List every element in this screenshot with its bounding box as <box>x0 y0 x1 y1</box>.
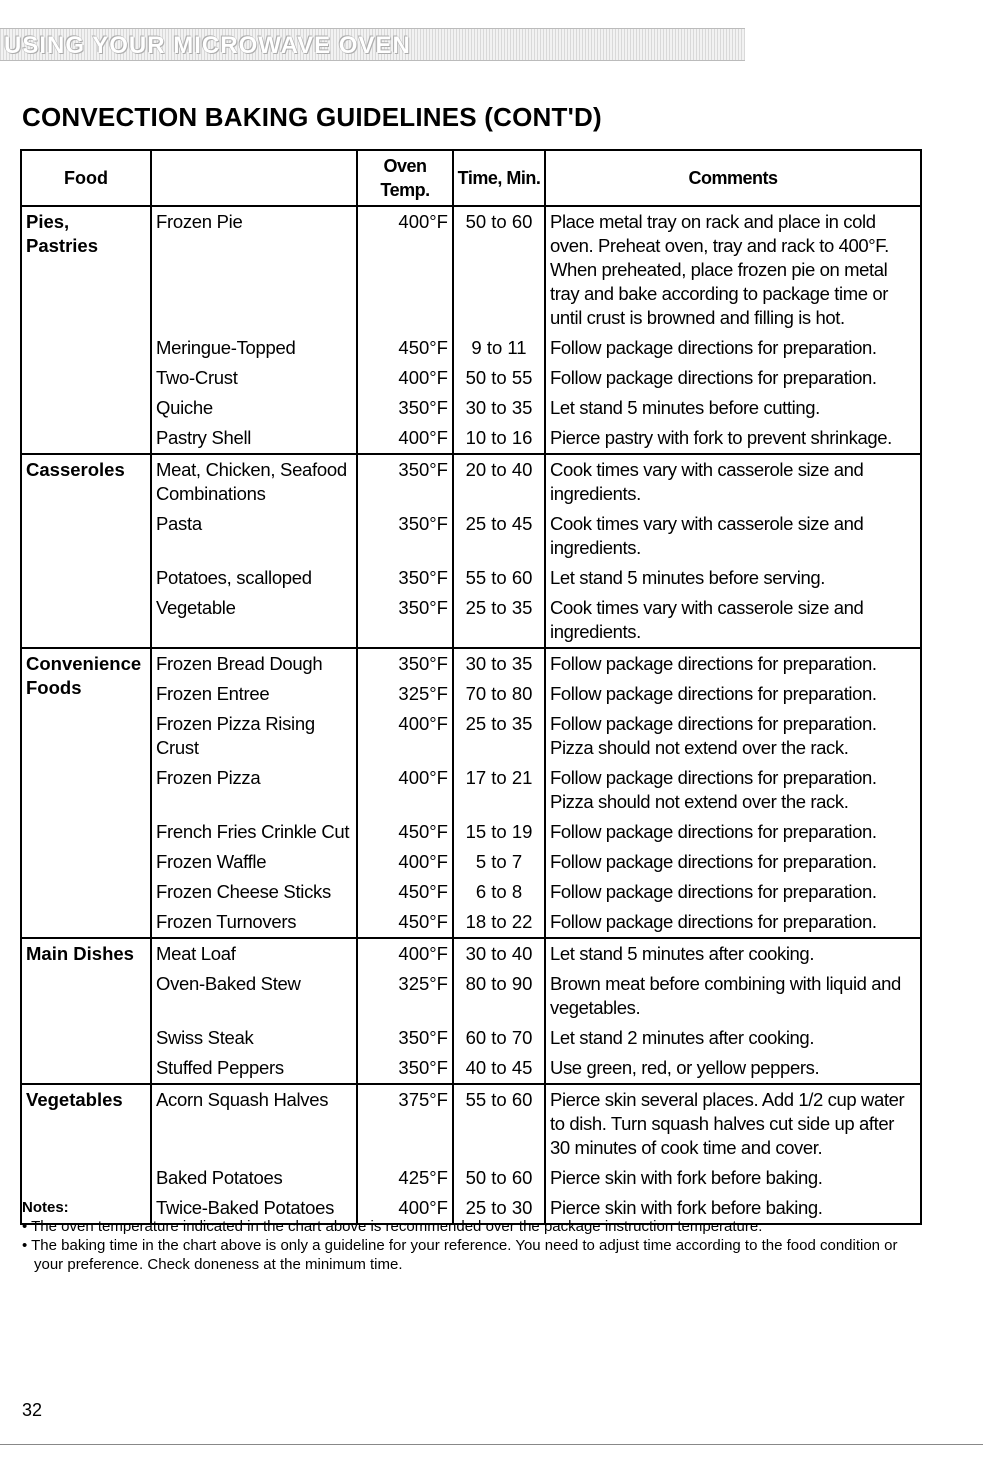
oven-temp: 350°F <box>357 648 453 679</box>
bottom-rule <box>0 1444 983 1445</box>
table-body <box>21 206 921 1224</box>
oven-temp: 400°F <box>357 1193 453 1224</box>
food-item: Baked Potatoes <box>151 1163 357 1193</box>
cook-time: 25 to 30 <box>453 1193 545 1224</box>
cook-time: 50 to 60 <box>453 206 545 333</box>
notes-heading: Notes: <box>22 1199 69 1216</box>
oven-temp: 450°F <box>357 817 453 847</box>
cook-time: 55 to 60 <box>453 1084 545 1163</box>
comment: Follow package directions for preparation. <box>545 363 921 393</box>
cook-time: 15 to 19 <box>453 817 545 847</box>
food-item: Frozen Bread Dough <box>151 648 357 679</box>
cook-time: 50 to 60 <box>453 1163 545 1193</box>
table-row <box>21 877 921 907</box>
table-row <box>21 206 921 333</box>
food-item: Frozen Waffle <box>151 847 357 877</box>
comment: Let stand 5 minutes before serving. <box>545 563 921 593</box>
comment: Place metal tray on rack and place in cold oven. Preheat oven, tray and rack to 400°F. When preheated, place frozen pie on metal tray and bake according to package time or until crust is browned and filling is hot. <box>545 206 921 333</box>
cook-time: 9 to 11 <box>453 333 545 363</box>
cook-time: 30 to 35 <box>453 648 545 679</box>
comment: Follow package directions for preparation. <box>545 648 921 679</box>
food-category: Vegetables <box>21 1084 151 1224</box>
table-row <box>21 363 921 393</box>
comment: Pierce skin with fork before baking. <box>545 1193 921 1224</box>
oven-temp: 325°F <box>357 679 453 709</box>
oven-temp: 450°F <box>357 333 453 363</box>
cook-time: 50 to 55 <box>453 363 545 393</box>
food-item: Frozen Turnovers <box>151 907 357 938</box>
comment: Follow package directions for preparation. <box>545 679 921 709</box>
cook-time: 6 to 8 <box>453 877 545 907</box>
table-row <box>21 1084 921 1163</box>
comment: Follow package directions for preparation. <box>545 817 921 847</box>
food-item: Frozen Pizza <box>151 763 357 817</box>
table-row <box>21 1023 921 1053</box>
oven-temp: 400°F <box>357 206 453 333</box>
section-banner-text: USING YOUR MICROWAVE OVEN <box>4 32 411 59</box>
table-row <box>21 454 921 509</box>
header-oven-temp: Oven Temp. <box>357 150 453 206</box>
page-title: CONVECTION BAKING GUIDELINES (CONT'D) <box>22 102 602 132</box>
food-item: Vegetable <box>151 593 357 648</box>
table-row <box>21 763 921 817</box>
food-item: Swiss Steak <box>151 1023 357 1053</box>
comment: Cook times vary with casserole size and ingredients. <box>545 509 921 563</box>
cook-time: 25 to 35 <box>453 709 545 763</box>
food-item: Pasta <box>151 509 357 563</box>
cook-time: 18 to 22 <box>453 907 545 938</box>
oven-temp: 350°F <box>357 393 453 423</box>
oven-temp: 350°F <box>357 593 453 648</box>
oven-temp: 400°F <box>357 363 453 393</box>
table-row <box>21 423 921 454</box>
table-row <box>21 709 921 763</box>
comment: Cook times vary with casserole size and ingredients. <box>545 593 921 648</box>
comment: Let stand 5 minutes after cooking. <box>545 938 921 969</box>
page-number: 32 <box>22 1400 43 1420</box>
comment: Follow package directions for preparation. <box>545 877 921 907</box>
comment: Cook times vary with casserole size and ingredients. <box>545 454 921 509</box>
food-item: Frozen Entree <box>151 679 357 709</box>
header-food: Food <box>21 150 151 206</box>
food-item: French Fries Crinkle Cut <box>151 817 357 847</box>
oven-temp: 425°F <box>357 1163 453 1193</box>
oven-temp: 400°F <box>357 709 453 763</box>
header-item <box>151 150 357 206</box>
oven-temp: 375°F <box>357 1084 453 1163</box>
food-category: Convenience Foods <box>21 648 151 938</box>
cook-time: 60 to 70 <box>453 1023 545 1053</box>
food-item: Meringue-Topped <box>151 333 357 363</box>
comment: Pierce pastry with fork to prevent shrinkage. <box>545 423 921 454</box>
comment: Use green, red, or yellow peppers. <box>545 1053 921 1084</box>
comment: Brown meat before combining with liquid and vegetables. <box>545 969 921 1023</box>
table-row <box>21 333 921 363</box>
header-time: Time, Min. <box>453 150 545 206</box>
cook-time: 40 to 45 <box>453 1053 545 1084</box>
cook-time: 30 to 40 <box>453 938 545 969</box>
food-item: Frozen Pizza Rising Crust <box>151 709 357 763</box>
food-item: Frozen Pie <box>151 206 357 333</box>
comment: Let stand 2 minutes after cooking. <box>545 1023 921 1053</box>
table-row <box>21 1163 921 1193</box>
table-row <box>21 938 921 969</box>
header-comments: Comments <box>545 150 921 206</box>
cook-time: 80 to 90 <box>453 969 545 1023</box>
table-row <box>21 648 921 679</box>
oven-temp: 400°F <box>357 938 453 969</box>
cook-time: 70 to 80 <box>453 679 545 709</box>
comment: Pierce skin several places. Add 1/2 cup water to dish. Turn squash halves cut side up after 30 minutes of cook time and cover. <box>545 1084 921 1163</box>
food-item: Meat Loaf <box>151 938 357 969</box>
food-item: Quiche <box>151 393 357 423</box>
oven-temp: 400°F <box>357 763 453 817</box>
oven-temp: 450°F <box>357 907 453 938</box>
food-item: Stuffed Peppers <box>151 1053 357 1084</box>
comment: Follow package directions for preparation. Pizza should not extend over the rack. <box>545 763 921 817</box>
food-item: Acorn Squash Halves <box>151 1084 357 1163</box>
oven-temp: 450°F <box>357 877 453 907</box>
section-banner <box>0 28 745 61</box>
food-item: Oven-Baked Stew <box>151 969 357 1023</box>
food-item: Pastry Shell <box>151 423 357 454</box>
cook-time: 30 to 35 <box>453 393 545 423</box>
food-category: Casseroles <box>21 454 151 648</box>
cook-time: 25 to 45 <box>453 509 545 563</box>
table-row <box>21 509 921 563</box>
comment: Follow package directions for preparation. <box>545 907 921 938</box>
cook-time: 10 to 16 <box>453 423 545 454</box>
oven-temp: 400°F <box>357 423 453 454</box>
table-row <box>21 393 921 423</box>
table-row <box>21 907 921 938</box>
oven-temp: 350°F <box>357 509 453 563</box>
note-item: • The baking time in the chart above is only a guideline for your reference. You need to adjust time according to the food condition or your preference. Check doneness at the minimum time. <box>22 1237 898 1273</box>
cook-time: 17 to 21 <box>453 763 545 817</box>
comment: Let stand 5 minutes before cutting. <box>545 393 921 423</box>
oven-temp: 350°F <box>357 1023 453 1053</box>
food-item: Twice-Baked Potatoes <box>151 1193 357 1224</box>
food-category: Pies, Pastries <box>21 206 151 454</box>
comment: Follow package directions for preparation. Pizza should not extend over the rack. <box>545 709 921 763</box>
table-row <box>21 679 921 709</box>
cook-time: 25 to 35 <box>453 593 545 648</box>
baking-guidelines-table <box>20 149 922 1225</box>
oven-temp: 350°F <box>357 454 453 509</box>
cook-time: 20 to 40 <box>453 454 545 509</box>
table-row <box>21 847 921 877</box>
comment: Follow package directions for preparation. <box>545 847 921 877</box>
cook-time: 5 to 7 <box>453 847 545 877</box>
oven-temp: 350°F <box>357 1053 453 1084</box>
oven-temp: 350°F <box>357 563 453 593</box>
oven-temp: 325°F <box>357 969 453 1023</box>
table-row <box>21 593 921 648</box>
notes-section <box>22 1198 922 1274</box>
cook-time: 55 to 60 <box>453 563 545 593</box>
table-header-row <box>21 150 921 206</box>
food-item: Potatoes, scalloped <box>151 563 357 593</box>
table-row <box>21 1053 921 1084</box>
oven-temp: 400°F <box>357 847 453 877</box>
comment: Follow package directions for preparation. <box>545 333 921 363</box>
food-category: Main Dishes <box>21 938 151 1084</box>
table-row <box>21 563 921 593</box>
comment: Pierce skin with fork before baking. <box>545 1163 921 1193</box>
note-item: • The oven temperature indicated in the chart above is recommended over the package instruction temperature. <box>22 1218 763 1235</box>
table-row <box>21 817 921 847</box>
food-item: Meat, Chicken, Seafood Combinations <box>151 454 357 509</box>
table-row <box>21 969 921 1023</box>
food-item: Frozen Cheese Sticks <box>151 877 357 907</box>
food-item: Two-Crust <box>151 363 357 393</box>
